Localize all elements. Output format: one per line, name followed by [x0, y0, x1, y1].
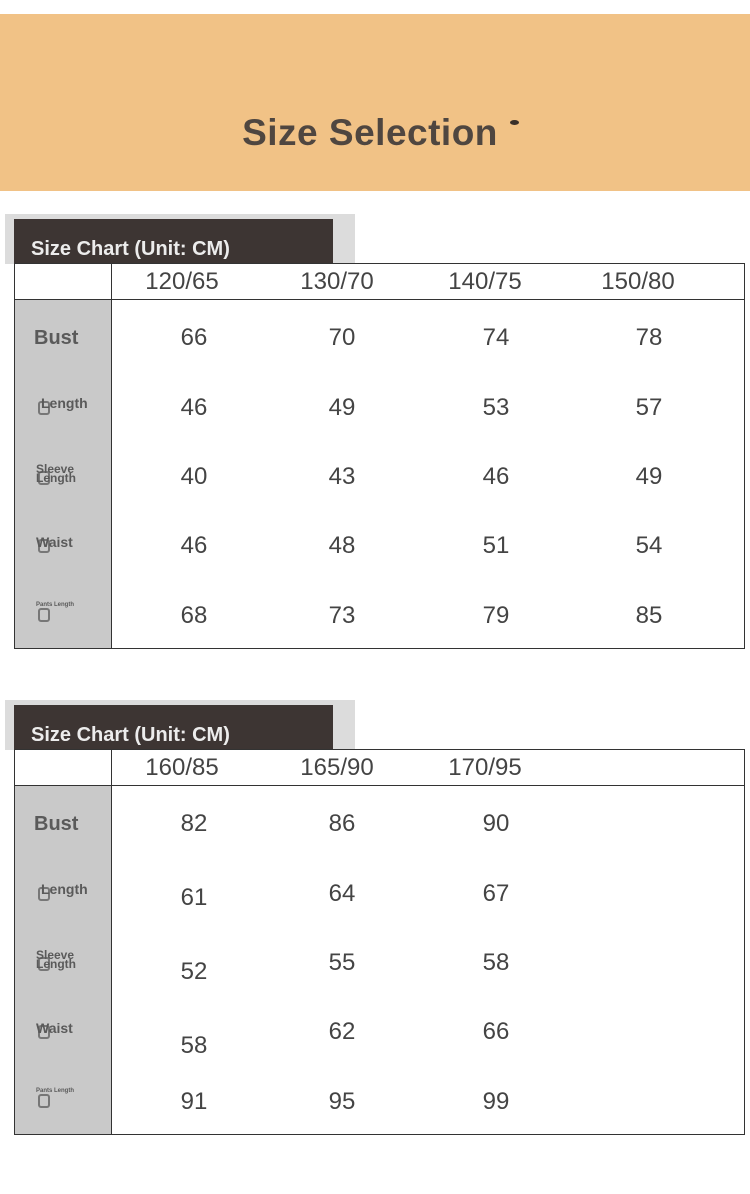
cell-value: 82 — [180, 810, 208, 837]
row-label-bust: Bust — [34, 327, 79, 349]
size-chart-tab: Size Chart (Unit: CM) — [14, 705, 333, 750]
cell-value: 55 — [328, 949, 356, 976]
pants-icon — [38, 1094, 50, 1108]
cell-value: 40 — [180, 463, 208, 490]
size-chart-tab: Size Chart (Unit: CM) — [14, 219, 333, 264]
cell-value: 79 — [482, 602, 510, 629]
cell-value: 62 — [328, 1018, 356, 1045]
cell-value: 86 — [328, 810, 356, 837]
header-banner — [0, 14, 750, 191]
size-header-1: 130/70 — [300, 268, 374, 295]
page-title: Size Selection — [242, 112, 498, 153]
size-header-3: 150/80 — [601, 268, 675, 295]
cell-value: 61 — [180, 884, 208, 911]
cell-value: 52 — [180, 958, 208, 985]
size-header-2: 170/95 — [448, 754, 522, 781]
cell-value: 74 — [482, 324, 510, 351]
size-header-2: 140/75 — [448, 268, 522, 295]
cell-value: 66 — [482, 1018, 510, 1045]
cell-value: 49 — [328, 394, 356, 421]
cell-value: 58 — [180, 1032, 208, 1059]
cell-value: 46 — [482, 463, 510, 490]
cell-value: 95 — [328, 1088, 356, 1115]
cell-value: 43 — [328, 463, 356, 490]
row-label-length: Length — [41, 395, 88, 411]
row-label-length: Length — [41, 881, 88, 897]
cell-value: 64 — [328, 880, 356, 907]
cell-value: 90 — [482, 810, 510, 837]
size-header-1: 165/90 — [300, 754, 374, 781]
size-chart-table — [14, 263, 745, 649]
row-label-bust: Bust — [34, 813, 79, 835]
cell-value: 99 — [482, 1088, 510, 1115]
cell-value: 67 — [482, 880, 510, 907]
cell-value: 54 — [635, 532, 663, 559]
cell-value: 57 — [635, 394, 663, 421]
cell-value: 53 — [482, 394, 510, 421]
cell-value: 70 — [328, 324, 356, 351]
cell-value: 85 — [635, 602, 663, 629]
pants-icon — [38, 608, 50, 622]
cell-value: 73 — [328, 602, 356, 629]
size-header-0: 160/85 — [145, 754, 219, 781]
size-chart-table — [14, 749, 745, 1135]
decorative-dot-icon — [510, 120, 519, 125]
cell-value: 49 — [635, 463, 663, 490]
cell-value: 51 — [482, 532, 510, 559]
row-label-waist: Waist — [36, 1020, 73, 1036]
row-label-pants-length: Pants Length — [36, 602, 75, 608]
row-label-waist: Waist — [36, 534, 73, 550]
row-label-sleeve-length: Sleeve Length — [36, 948, 76, 971]
cell-value: 58 — [482, 949, 510, 976]
cell-value: 91 — [180, 1088, 208, 1115]
cell-value: 78 — [635, 324, 663, 351]
row-label-pants-length: Pants Length — [36, 1088, 75, 1094]
cell-value: 46 — [180, 532, 208, 559]
cell-value: 46 — [180, 394, 208, 421]
cell-value: 48 — [328, 532, 356, 559]
row-label-sleeve-length: Sleeve Length — [36, 462, 76, 485]
cell-value: 66 — [180, 324, 208, 351]
cell-value: 68 — [180, 602, 208, 629]
size-header-0: 120/65 — [145, 268, 219, 295]
